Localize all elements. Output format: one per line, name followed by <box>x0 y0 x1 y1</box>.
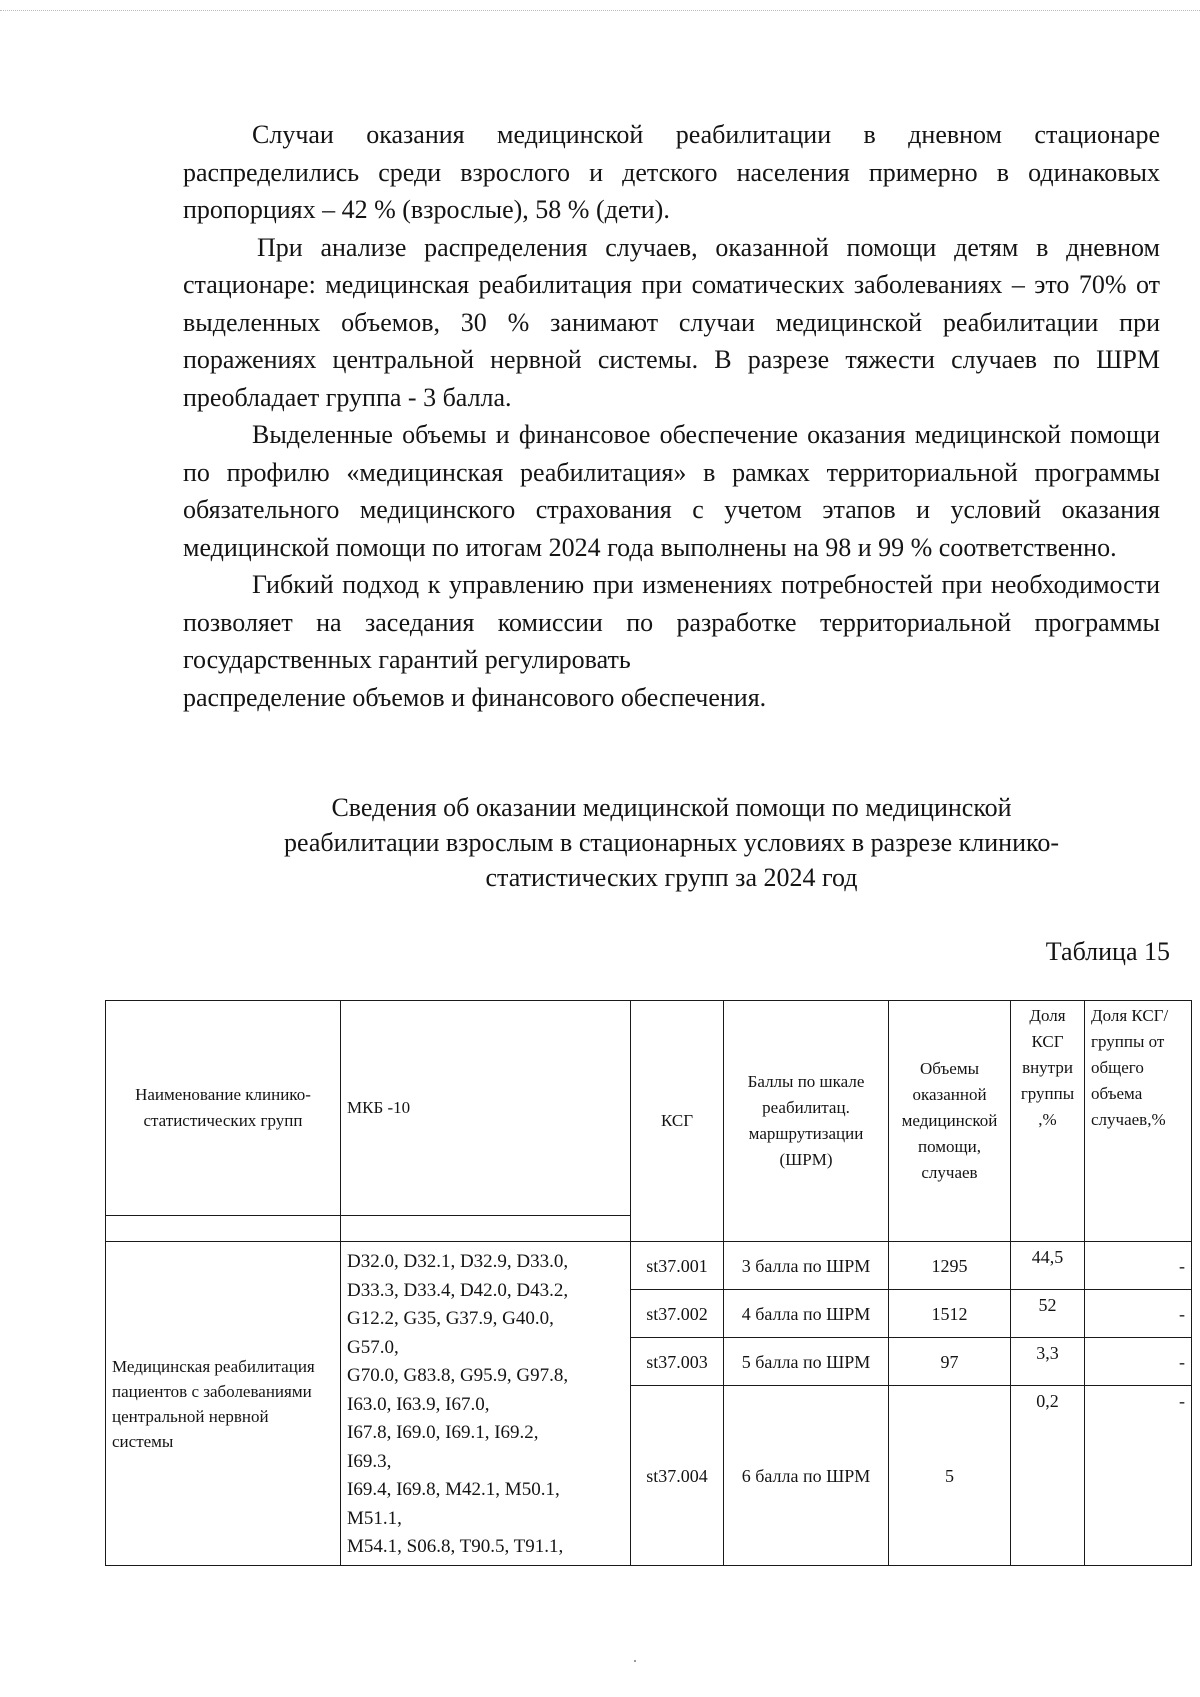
header-ksg: КСГ <box>631 1001 724 1242</box>
paragraph-3: Выделенные объемы и финансовое обеспечение оказания медицинской помощи по профилю «медицинская реабилитация» в рамках территориальной программы обязательного медицинского страхования с учетом этапов и условий оказания медицинской помощи по итогам 2024 года выполнены на 98 и 99 % соответственно. <box>183 420 1160 562</box>
shrm-cell: 4 балла по ШРМ <box>724 1290 889 1338</box>
mkb-line: I69.3, <box>347 1450 392 1472</box>
group-name-cell: Медицинская реабилитация пациентов с заболеваниями центральной нервной системы <box>106 1242 341 1566</box>
empty-cell <box>106 1216 341 1242</box>
caption-line-1: Сведения об оказании медицинской помощи по медицинской <box>331 793 1012 822</box>
share-cell: 52 <box>1011 1290 1085 1338</box>
header-volume: Объемы оказанной медицинской помощи, случаев <box>889 1001 1011 1242</box>
ksg-cell: st37.001 <box>631 1242 724 1290</box>
mkb-line: M51.1, <box>347 1507 402 1529</box>
shrm-cell: 3 балла по ШРМ <box>724 1242 889 1290</box>
empty-cell <box>341 1216 631 1242</box>
table-number-label: Таблица 15 <box>1045 937 1170 966</box>
mkb-line: I67.8, I69.0, I69.1, I69.2, <box>347 1422 539 1443</box>
mkb-line: G70.0, G83.8, G95.9, G97.8, <box>347 1365 569 1386</box>
mkb-line: M54.1, S06.8, T90.5, T91.1, <box>347 1536 564 1557</box>
header-group-name: Наименование клинико-статистических групп <box>106 1001 341 1216</box>
header-total-share: Доля КСГ/ группы от общего объема случаев,% <box>1085 1001 1192 1242</box>
shrm-cell: 6 балла по ШРМ <box>724 1386 889 1566</box>
ksg-cell: st37.002 <box>631 1290 724 1338</box>
mkb-codes-cell <box>341 1242 631 1566</box>
volume-cell: 1295 <box>889 1242 1011 1290</box>
table-caption <box>183 790 1160 895</box>
top-border-line <box>0 10 1200 11</box>
mkb-line: I63.0, I63.9, I67.0, <box>347 1393 490 1415</box>
mkb-line: I69.4, I69.8, M42.1, M50.1, <box>347 1479 560 1500</box>
header-share: Доля КСГ внутри группы ,% <box>1011 1001 1085 1242</box>
shrm-cell: 5 балла по ШРМ <box>724 1338 889 1386</box>
total-share-cell: - <box>1085 1290 1192 1338</box>
volume-cell: 97 <box>889 1338 1011 1386</box>
header-shrm: Баллы по шкале реабилитац. маршрутизации (ШРМ) <box>724 1001 889 1242</box>
table-row <box>106 1242 1192 1290</box>
scan-speck <box>634 1660 636 1662</box>
share-cell: 0,2 <box>1011 1386 1085 1566</box>
paragraph-4: Гибкий подход к управлению при изменениях потребностей при необходимости позволяет на заседания комиссии по разработке территориальной программы государственных гарантий регулировать <box>183 570 1160 674</box>
total-share-cell: - <box>1085 1386 1192 1566</box>
mkb-line: G57.0, <box>347 1336 399 1358</box>
paragraph-2: При анализе распределения случаев, оказанной помощи детям в дневном стационаре: медицинская реабилитация при соматических заболеваниях – это 70% от выделенных объемов, 30 % занимают случаи медицинской реабилитации при поражениях центральной нервной системы. В разрезе тяжести случаев по ШРМ преобладает группа - 3 балла. <box>183 232 1160 412</box>
ksg-cell: st37.003 <box>631 1338 724 1386</box>
volume-cell: 1512 <box>889 1290 1011 1338</box>
total-share-cell: - <box>1085 1242 1192 1290</box>
share-cell: 3,3 <box>1011 1338 1085 1386</box>
mkb-line: G12.2, G35, G37.9, G40.0, <box>347 1308 554 1329</box>
caption-line-2: реабилитации взрослым в стационарных условиях в разрезе клинико- <box>284 828 1059 857</box>
caption-line-3: статистических групп за 2024 год <box>485 863 858 892</box>
share-cell: 44,5 <box>1011 1242 1085 1290</box>
body-text <box>183 116 1160 716</box>
volume-cell: 5 <box>889 1386 1011 1566</box>
mkb-line: D33.3, D33.4, D42.0, D43.2, <box>347 1279 569 1301</box>
paragraph-1: Случаи оказания медицинской реабилитации в дневном стационаре распределились среди взрослого и детского населения примерно в одинаковых пропорциях – 42 % (взрослые), 58 % (дети). <box>183 120 1160 224</box>
header-mkb: МКБ -10 <box>341 1001 631 1216</box>
total-share-cell: - <box>1085 1338 1192 1386</box>
table-header-row <box>106 1001 1192 1216</box>
ksg-cell: st37.004 <box>631 1386 724 1566</box>
ksg-table <box>105 1000 1192 1566</box>
mkb-line: D32.0, D32.1, D32.9, D33.0, <box>347 1251 569 1272</box>
paragraph-4-last-line: распределение объемов и финансового обеспечения. <box>183 682 767 712</box>
